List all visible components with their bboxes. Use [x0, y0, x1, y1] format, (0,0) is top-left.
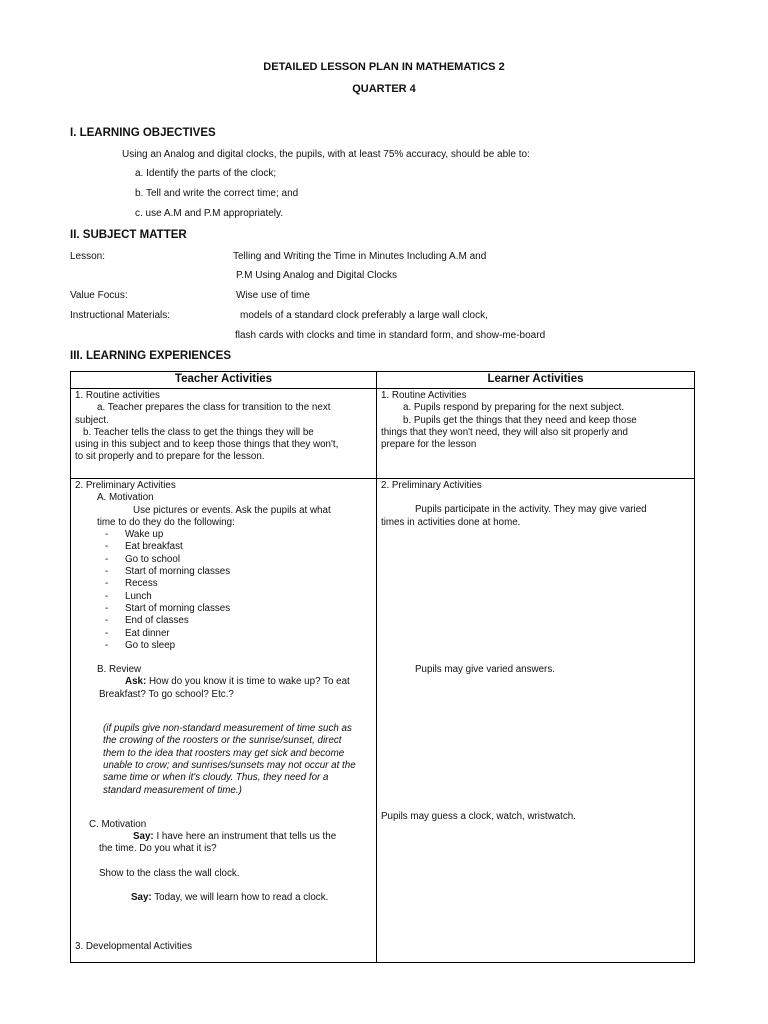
- teacher-preliminary-cell: [71, 479, 377, 963]
- ask-text-cont: Breakfast? To go school? Etc.?: [99, 688, 234, 700]
- show-clock-instruction: Show to the class the wall clock.: [99, 867, 240, 879]
- materials-line: flash cards with clocks and time in standard form, and show-me-board: [235, 330, 546, 341]
- developmental-activities-title: 3. Developmental Activities: [75, 941, 193, 953]
- teacher-routine-cell: [71, 389, 377, 479]
- learner-routine-title: 1. Routine Activities: [381, 390, 467, 401]
- learner-routine-b-cont: prepare for the lesson: [381, 439, 477, 451]
- lesson-label: Lesson:: [70, 251, 106, 262]
- learning-experiences-heading: III. LEARNING EXPERIENCES: [70, 350, 232, 362]
- list-item: - Recess: [105, 578, 372, 590]
- learner-preliminary-cell: [377, 479, 695, 963]
- say-line: [75, 892, 372, 904]
- list-item: - Lunch: [105, 591, 372, 603]
- learner-routine-cell: [377, 389, 695, 479]
- list-item: - Go to school: [105, 554, 372, 566]
- value-focus-text: Wise use of time: [236, 290, 310, 301]
- learner-routine-a: a. Pupils respond by preparing for the next subject.: [403, 402, 625, 414]
- objectives-intro: Using an Analog and digital clocks, the pupils, with at least 75% accuracy, should be able to:: [122, 149, 530, 160]
- motivation-instruction: Use pictures or events. Ask the pupils at what: [133, 504, 331, 516]
- say-text-cont: the time. Do you what it is?: [99, 843, 217, 855]
- lesson-title-line: Telling and Writing the Time in Minutes Including A.M and: [233, 251, 487, 262]
- teacher-preliminary-title: 2. Preliminary Activities: [75, 480, 176, 491]
- say-text: I have here an instrument that tells us the: [156, 831, 337, 843]
- teacher-routine-b: b. Teacher tells the class to get the things they will be: [83, 426, 314, 438]
- ask-line: [75, 676, 372, 688]
- list-item: - Start of morning classes: [105, 603, 372, 615]
- list-item: - End of classes: [105, 615, 372, 627]
- learner-participate: Pupils participate in the activity. They may give varied: [415, 504, 647, 516]
- value-focus-label: Value Focus:: [70, 290, 128, 301]
- teacher-routine-a-cont: subject.: [75, 414, 109, 426]
- list-item: - Eat dinner: [105, 628, 372, 640]
- objectives-heading: I. LEARNING OBJECTIVES: [70, 127, 216, 139]
- teacher-activities-header: Teacher Activities: [71, 372, 377, 389]
- lesson-title-line: P.M Using Analog and Digital Clocks: [236, 270, 398, 281]
- quarter-label: QUARTER 4: [352, 83, 416, 95]
- list-item: - Go to sleep: [105, 640, 372, 652]
- motivation-c-title: C. Motivation: [89, 818, 147, 830]
- learner-preliminary-title: 2. Preliminary Activities: [381, 480, 482, 491]
- learner-routine-b-cont: things that they won't need, they will also sit properly and: [381, 426, 628, 438]
- objective-item: a. Identify the parts of the clock;: [135, 168, 277, 179]
- objective-item: c. use A.M and P.M appropriately.: [135, 208, 284, 219]
- say-label: Say:: [133, 831, 154, 843]
- teacher-routine-b-cont: using in this subject and to keep those things that they won't,: [75, 439, 339, 451]
- say-text: Today, we will learn how to read a clock.: [154, 892, 329, 904]
- ask-text: How do you know it is time to wake up? To eat: [148, 676, 350, 688]
- teacher-routine-a: a. Teacher prepares the class for transition to the next: [97, 402, 331, 414]
- learner-guess: Pupils may guess a clock, watch, wristwatch.: [381, 811, 576, 823]
- learner-activities-header: Learner Activities: [377, 372, 695, 389]
- review-title: B. Review: [97, 664, 142, 676]
- activities-table: [70, 371, 695, 963]
- teacher-routine-b-cont: to sit properly and to prepare for the lesson.: [75, 451, 265, 463]
- daily-events-list: [75, 529, 372, 652]
- teacher-routine-title: 1. Routine activities: [75, 390, 160, 401]
- say-label: Say:: [131, 892, 152, 904]
- learner-varied-answers: Pupils may give varied answers.: [415, 663, 555, 675]
- teacher-note: (if pupils give non-standard measurement of time such as the crowing of the roosters or the sunrise/sunset, direct them to the idea that roosters may get sick and become unable to crow; and sunrises/sunsets may not occur at the same time or when it's cloudy. Thus, they need for a standard measurement of time.): [103, 723, 356, 796]
- objective-item: b. Tell and write the correct time; and: [135, 188, 299, 199]
- ask-label: Ask:: [125, 676, 147, 688]
- list-item: - Eat breakfast: [105, 541, 372, 553]
- materials-line: models of a standard clock preferably a large wall clock,: [240, 310, 488, 321]
- say-line: [75, 831, 372, 843]
- learner-routine-b: b. Pupils get the things that they need and keep those: [403, 414, 637, 426]
- learner-participate-cont: times in activities done at home.: [381, 516, 521, 528]
- list-item: - Wake up: [105, 529, 372, 541]
- materials-label: Instructional Materials:: [70, 310, 171, 321]
- motivation-a-title: A. Motivation: [97, 492, 154, 504]
- document-title: DETAILED LESSON PLAN IN MATHEMATICS 2: [263, 61, 505, 73]
- list-item: - Start of morning classes: [105, 566, 372, 578]
- motivation-instruction-cont: time to do they do the following:: [97, 516, 235, 528]
- subject-matter-heading: II. SUBJECT MATTER: [70, 229, 187, 241]
